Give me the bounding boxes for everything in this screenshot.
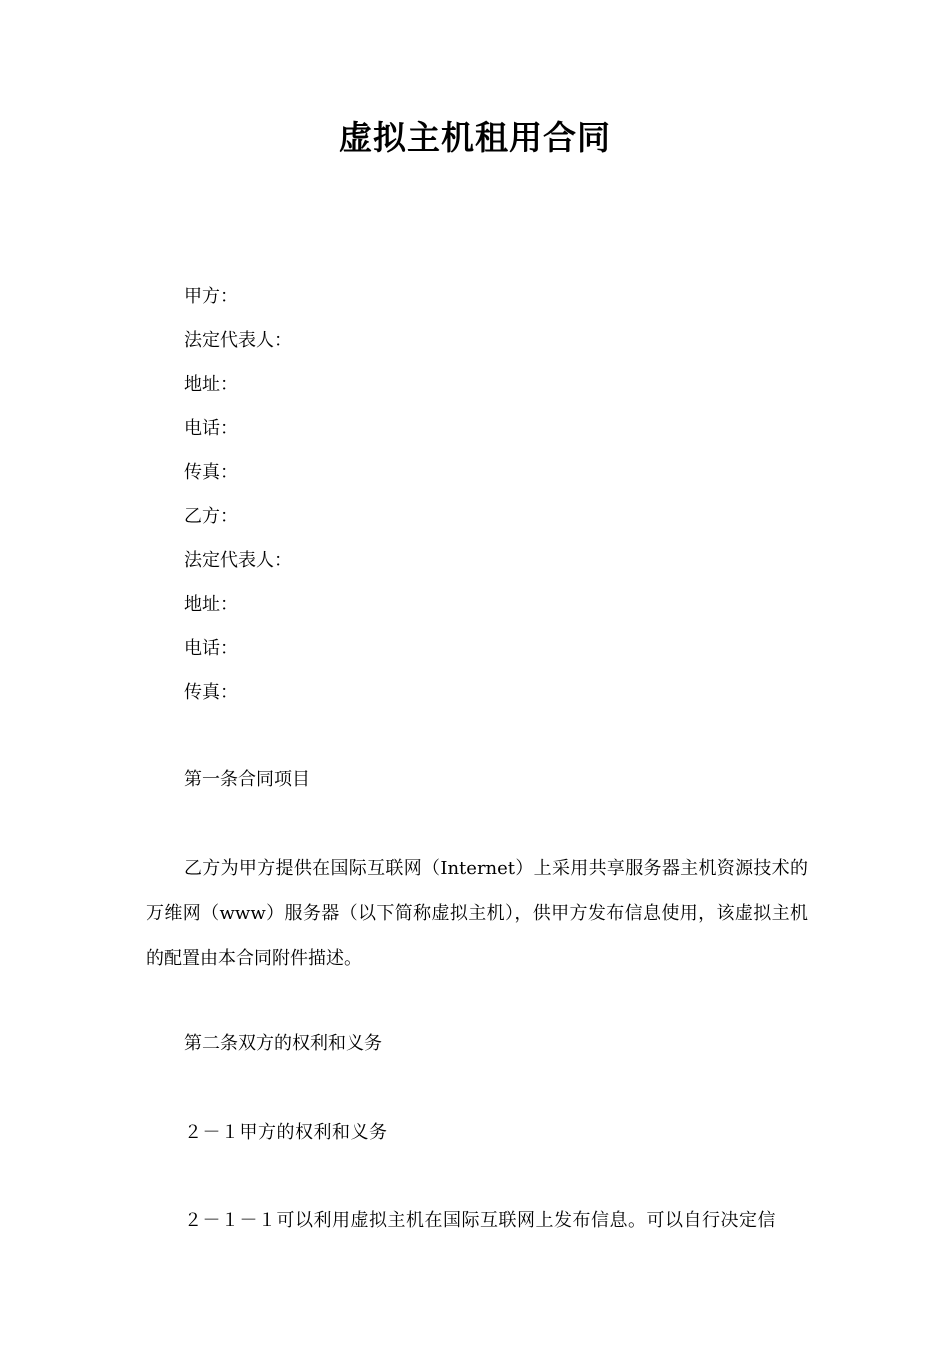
article-2-heading: 第二条双方的权利和义务 (184, 1033, 382, 1054)
party-a-name-label: 甲方： (184, 286, 238, 307)
article-1-body: 乙方为甲方提供在国际互联网（Internet）上采用共享服务器主机资源技术的万维网（www）服务器（以下简称虚拟主机），供甲方发布信息使用，该虚拟主机的配置由本合同附件描述。 (146, 858, 808, 969)
party-a-phone-label: 电话： (184, 418, 238, 439)
party-a-address-label: 地址： (184, 374, 238, 395)
party-b-name-label: 乙方： (184, 506, 238, 527)
party-b-address-label: 地址： (184, 594, 238, 615)
document-title: 虚拟主机租用合同 (339, 118, 611, 157)
party-b-representative-label: 法定代表人： (184, 550, 292, 571)
article-1-heading: 第一条合同项目 (184, 769, 310, 790)
party-b-fax-label: 传真： (184, 682, 238, 703)
party-a-fax-label: 传真： (184, 462, 238, 483)
section-2-1-heading: ２－１甲方的权利和义务 (184, 1122, 388, 1143)
item-2-1-1-text: ２－１－１可以利用虚拟主机在国际互联网上发布信息。可以自行决定信 (184, 1210, 776, 1231)
party-b-phone-label: 电话： (184, 638, 238, 659)
party-a-representative-label: 法定代表人： (184, 330, 292, 351)
